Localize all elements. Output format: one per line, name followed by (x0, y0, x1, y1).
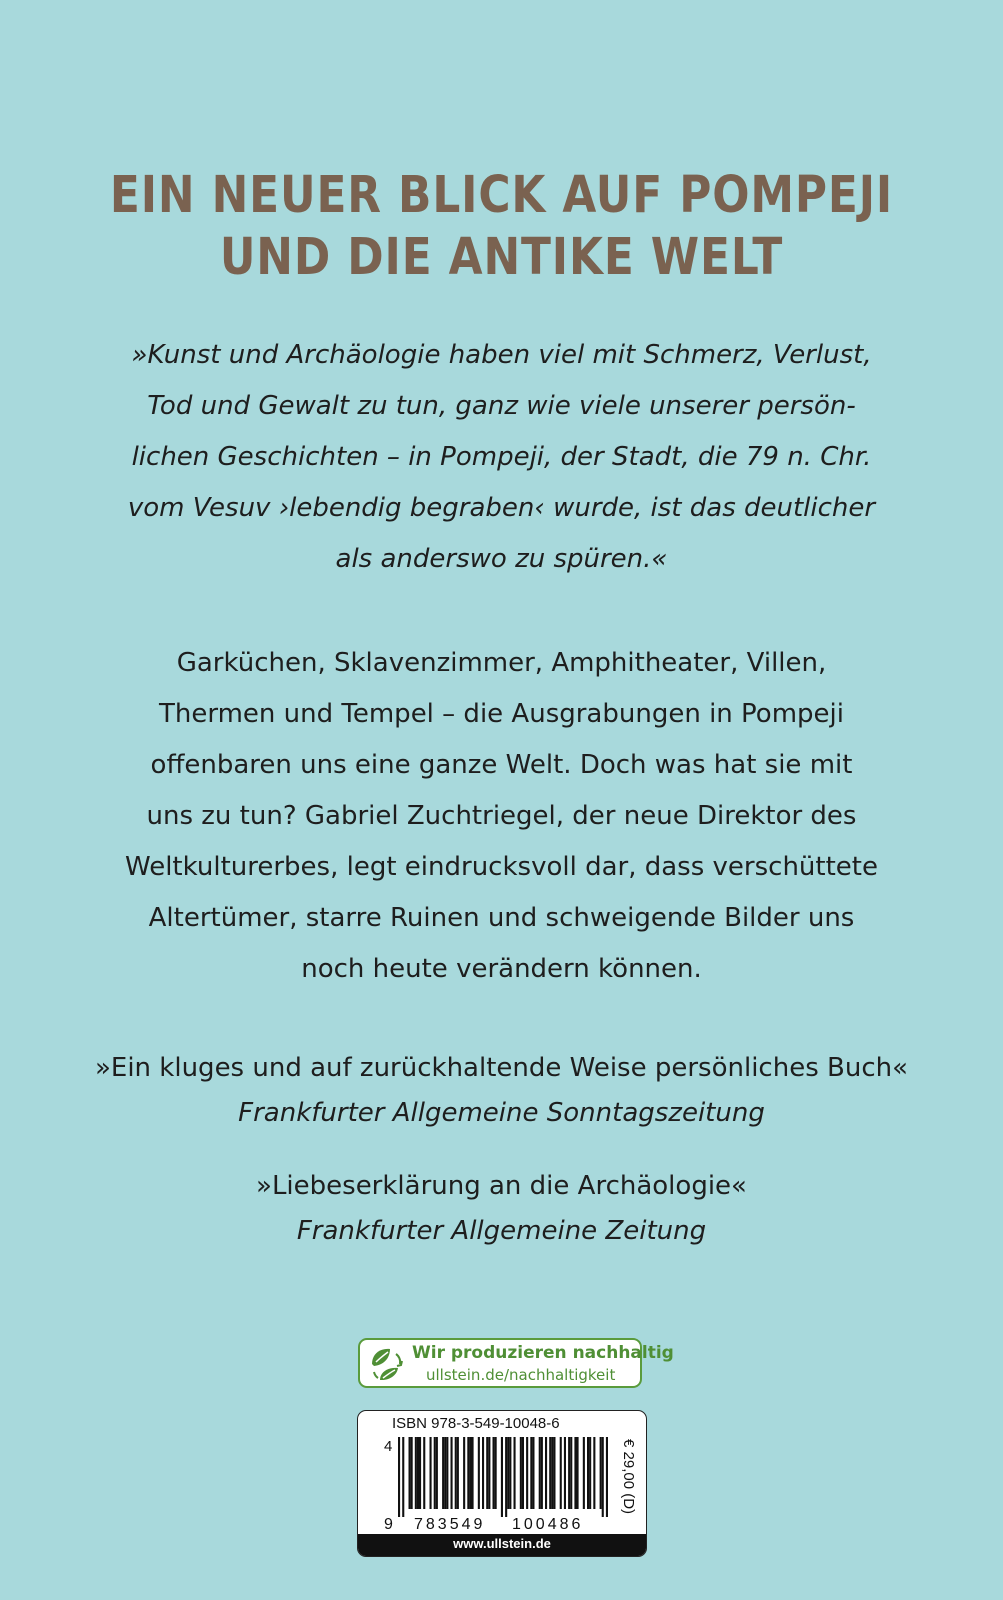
barcode-bar (495, 1437, 497, 1509)
quote-line: lichen Geschichten – in Pompeji, der Stadt, die 79 n. Chr. (131, 442, 872, 472)
barcode-bar (436, 1437, 438, 1509)
quote-line: Tod und Gewalt zu tun, ganz wie viele unserer persön- (147, 391, 856, 421)
description-line: uns zu tun? Gabriel Zuchtriegel, der neue Direktor des (146, 801, 857, 831)
barcode-bar (444, 1437, 446, 1509)
barcode-bar (526, 1437, 528, 1509)
barcode-digits-left: 783549 (414, 1516, 486, 1533)
barcode-bar (551, 1437, 553, 1509)
description-line: noch heute verändern können. (301, 954, 702, 984)
barcode-bar (434, 1437, 436, 1509)
barcode-digits-right: 100486 (512, 1516, 584, 1533)
review-source: Frankfurter Allgemeine Sonntagszeitung (238, 1098, 765, 1128)
barcode-bar (589, 1437, 591, 1509)
barcode-bar (463, 1437, 465, 1509)
review-2 (70, 1164, 933, 1254)
barcode-bar (549, 1437, 551, 1509)
review-quote: »Liebeserklärung an die Archäologie« (256, 1171, 747, 1201)
barcode-bar (430, 1437, 432, 1509)
barcode-bar (583, 1437, 585, 1509)
barcode-bar (568, 1437, 570, 1509)
barcode-bar (482, 1437, 484, 1509)
barcode-bar (423, 1437, 425, 1509)
barcode-bar (417, 1437, 419, 1509)
barcode-bar (411, 1437, 413, 1509)
description-line: Weltkulturerbes, legt eindrucksvoll dar, dass verschüttete (125, 852, 878, 882)
publisher-url: www.ullstein.de (453, 1536, 551, 1551)
barcode-bar (451, 1437, 453, 1509)
barcode-bar (457, 1437, 459, 1509)
barcode-bar (532, 1437, 534, 1509)
barcode-bar (522, 1437, 524, 1509)
barcode-bar (446, 1437, 448, 1509)
barcode-bar (577, 1437, 579, 1509)
barcode-bar (520, 1437, 522, 1509)
barcode-bar (455, 1437, 457, 1509)
review-quote: »Ein kluges und auf zurückhaltende Weise persönliches Buch« (95, 1053, 908, 1083)
badge-title: Wir produzieren nachhaltig (412, 1343, 674, 1363)
author-quote (70, 330, 933, 585)
barcode-bar (600, 1437, 602, 1509)
barcode-bar (560, 1437, 562, 1509)
isbn-label: ISBN 978-3-549-10048-6 (392, 1415, 560, 1432)
quote-line: als anderswo zu spüren.« (335, 544, 668, 574)
barcode-bar (564, 1437, 566, 1509)
barcode-bar (402, 1437, 404, 1517)
review-1 (70, 1046, 933, 1136)
barcode-bar (469, 1437, 471, 1509)
barcode-bar (478, 1437, 480, 1509)
barcode-bar (419, 1437, 421, 1509)
badge-url: ullstein.de/nachhaltigkeit (426, 1366, 616, 1384)
barcode-bar (530, 1437, 532, 1509)
barcode-lead-digit: 9 (384, 1516, 393, 1533)
barcode-bars (398, 1437, 608, 1517)
barcode-bar (514, 1437, 516, 1509)
barcode-bar (415, 1437, 417, 1509)
description-line: Thermen und Tempel – die Ausgrabungen in Pompeji (159, 699, 844, 729)
price-label: € 29,00 (D) (620, 1439, 637, 1515)
barcode-bar (509, 1437, 511, 1509)
barcode-bar (570, 1437, 572, 1509)
barcode-panel (357, 1410, 647, 1557)
headline-line-2: UND DIE ANTIKE WELT (219, 228, 784, 287)
barcode-bar (553, 1437, 555, 1509)
barcode-bar (574, 1437, 576, 1509)
description-line: offenbaren uns eine ganze Welt. Doch was hat sie mit (150, 750, 853, 780)
barcode-bar (587, 1437, 589, 1509)
leaves-icon (366, 1344, 406, 1384)
barcode-bar (398, 1437, 400, 1517)
publisher-strip (358, 1534, 646, 1556)
barcode-bar (593, 1437, 595, 1509)
description-line: Garküchen, Sklavenzimmer, Amphitheater, Villen, (176, 648, 827, 678)
barcode-bar (541, 1437, 543, 1509)
barcode-bar (602, 1437, 604, 1517)
barcode-bar (539, 1437, 541, 1509)
barcode-bar (505, 1437, 507, 1517)
headline-line-1: EIN NEUER BLICK AUF POMPEJI (109, 166, 894, 225)
headline (70, 165, 933, 289)
quote-line: »Kunst und Archäologie haben viel mit Schmerz, Verlust, (131, 340, 872, 370)
sustainability-badge (358, 1338, 674, 1388)
barcode-side-digit: 4 (384, 1438, 393, 1455)
barcode (384, 1437, 620, 1533)
barcode-bar (488, 1437, 490, 1509)
barcode-bar (409, 1437, 411, 1509)
barcode-bar (442, 1437, 444, 1509)
barcode-bar (493, 1437, 495, 1509)
description-line: Altertümer, starre Ruinen und schweigende Bilder uns (148, 903, 855, 933)
barcode-bar (606, 1437, 608, 1517)
barcode-bar (467, 1437, 469, 1509)
barcode-bar (545, 1437, 547, 1509)
quote-line: vom Vesuv ›lebendig begraben‹ wurde, ist das deutlicher (127, 493, 876, 523)
barcode-bar (486, 1437, 488, 1509)
barcode-bar (501, 1437, 503, 1517)
review-source: Frankfurter Allgemeine Zeitung (296, 1216, 707, 1246)
barcode-bar (472, 1437, 474, 1509)
description (70, 638, 933, 995)
barcode-bar (507, 1437, 509, 1509)
